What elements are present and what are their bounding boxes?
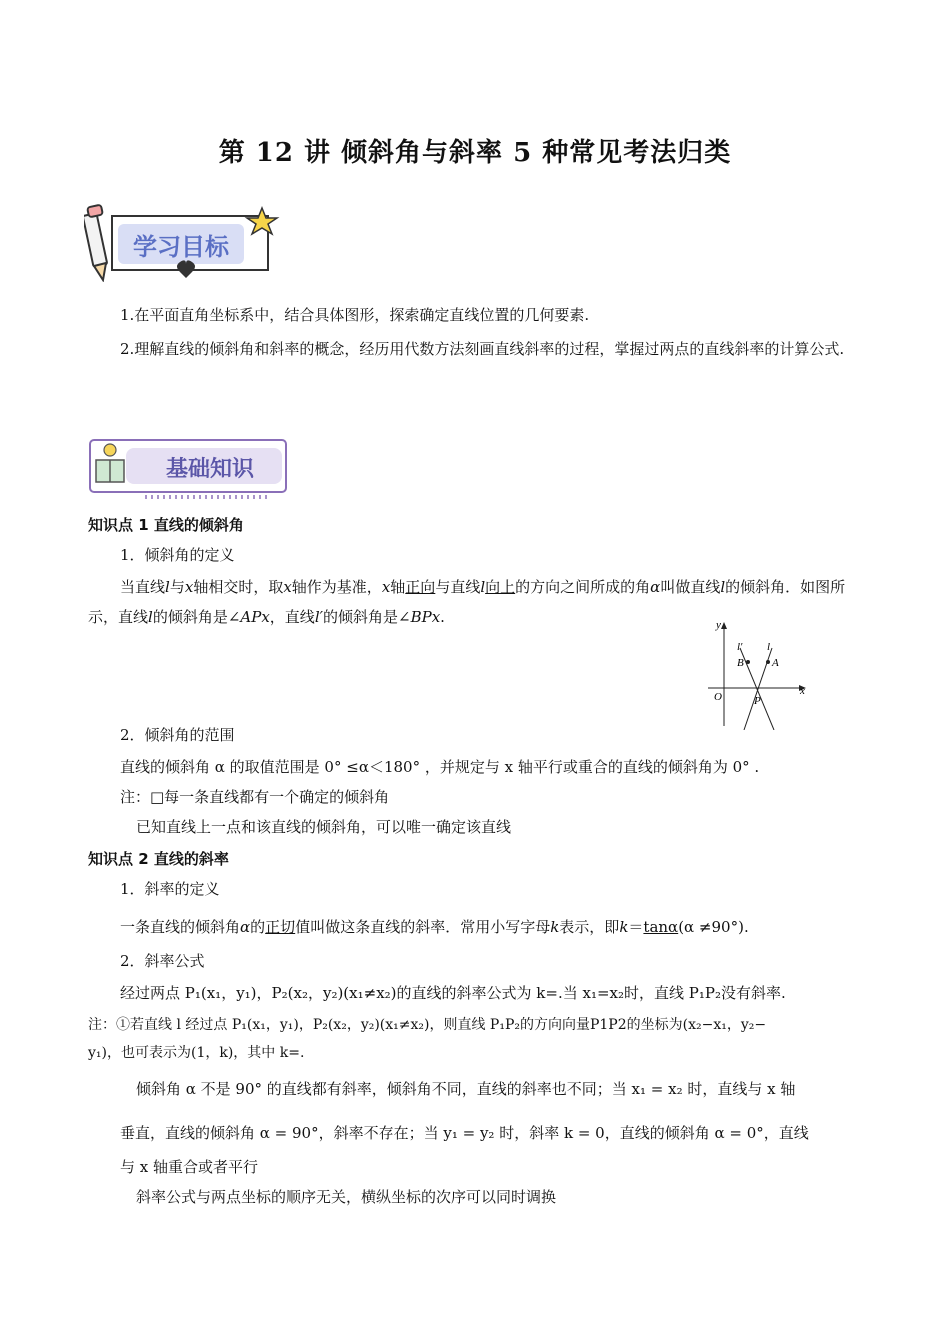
fig-y-label: y <box>716 619 721 631</box>
basics-banner-label: 基础知识 <box>165 457 255 482</box>
pencil-banner-graphic <box>84 200 284 282</box>
fig-b-label: B <box>737 657 744 669</box>
kp2-note-line1: 注：①若直线 l 经过点 P₁(x₁，y₁)，P₂(x₂，y₂)(x₁≠x₂)，则直线 P₁P₂的方向向量P1P2的坐标为(x₂−x₁，y₂− <box>88 1017 767 1033</box>
fig-lprime-label: l′ <box>737 641 743 653</box>
kp1-sub1: 1．倾斜角的定义 <box>120 546 235 564</box>
goals-banner <box>84 200 284 282</box>
page-title: 第 12 讲 倾斜角与斜率 5 种常见考法归类 <box>218 138 732 168</box>
fig-l-label: l <box>767 641 771 653</box>
angle-figure <box>704 618 814 730</box>
kp2-sub2: 2．斜率公式 <box>120 952 205 970</box>
kp1-note2: 已知直线上一点和该直线的倾斜角，可以唯一确定该直线 <box>136 818 512 836</box>
kp1-note1: 注：□每一条直线都有一个确定的倾斜角 <box>120 788 390 806</box>
kp2-para3: 与 x 轴重合或者平行 <box>120 1158 258 1176</box>
kp2-para4: 斜率公式与两点坐标的顺序无关，横纵坐标的次序可以同时调换 <box>136 1188 557 1206</box>
kp2-definition: 一条直线的倾斜角α的正切值叫做这条直线的斜率．常用小写字母k表示，即k＝tanα(α ≠90°). <box>120 918 749 936</box>
kp2-formula: 经过两点 P₁(x₁，y₁)，P₂(x₂，y₂)(x₁≠x₂)的直线的斜率公式为 k=.当 x₁=x₂时，直线 P₁P₂没有斜率. <box>120 984 786 1002</box>
kp1-heading: 知识点 1 直线的倾斜角 <box>88 516 244 534</box>
kp2-note-line2: y₁)，也可表示为(1，k)，其中 k=. <box>88 1045 305 1061</box>
goals-banner-label: 学习目标 <box>133 233 229 261</box>
goal-item-2: 2.理解直线的倾斜角和斜率的概念，经历用代数方法刻画直线斜率的过程，掌握过两点的直线斜率的计算公式. <box>120 340 845 358</box>
pencil-icon <box>84 205 107 280</box>
fig-p-label: P <box>754 695 761 707</box>
goal-item-1: 1.在平面直角坐标系中，结合具体图形，探索确定直线位置的几何要素. <box>120 306 590 324</box>
kp2-sub1: 1．斜率的定义 <box>120 880 220 898</box>
kp1-sub2: 2．倾斜角的范围 <box>120 726 235 744</box>
fig-a-label: A <box>772 657 779 669</box>
book-banner-graphic <box>86 436 292 500</box>
kp2-heading: 知识点 2 直线的斜率 <box>88 850 229 868</box>
fig-x-label: x <box>800 685 805 697</box>
kp2-para1: 倾斜角 α 不是 90° 的直线都有斜率，倾斜角不同，直线的斜率也不同；当 x₁ = x₂ 时，直线与 x 轴 <box>136 1080 796 1098</box>
basics-banner <box>86 436 292 500</box>
kp1-definition: 当直线l与x轴相交时，取x轴作为基准，x轴正向与直线l向上的方向之间所成的角α叫做直线l的倾斜角．如图所示，直线l的倾斜角是∠APx，直线l′的倾斜角是∠BPx. <box>88 578 846 626</box>
fig-origin-label: O <box>714 691 722 703</box>
kp1-range: 直线的倾斜角 α 的取值范围是 0° ≤α＜180° ，并规定与 x 轴平行或重合的直线的倾斜角为 0° . <box>120 758 760 776</box>
kp2-para2: 垂直，直线的倾斜角 α = 90°，斜率不存在；当 y₁ = y₂ 时，斜率 k = 0，直线的倾斜角 α = 0°，直线 <box>120 1124 809 1142</box>
